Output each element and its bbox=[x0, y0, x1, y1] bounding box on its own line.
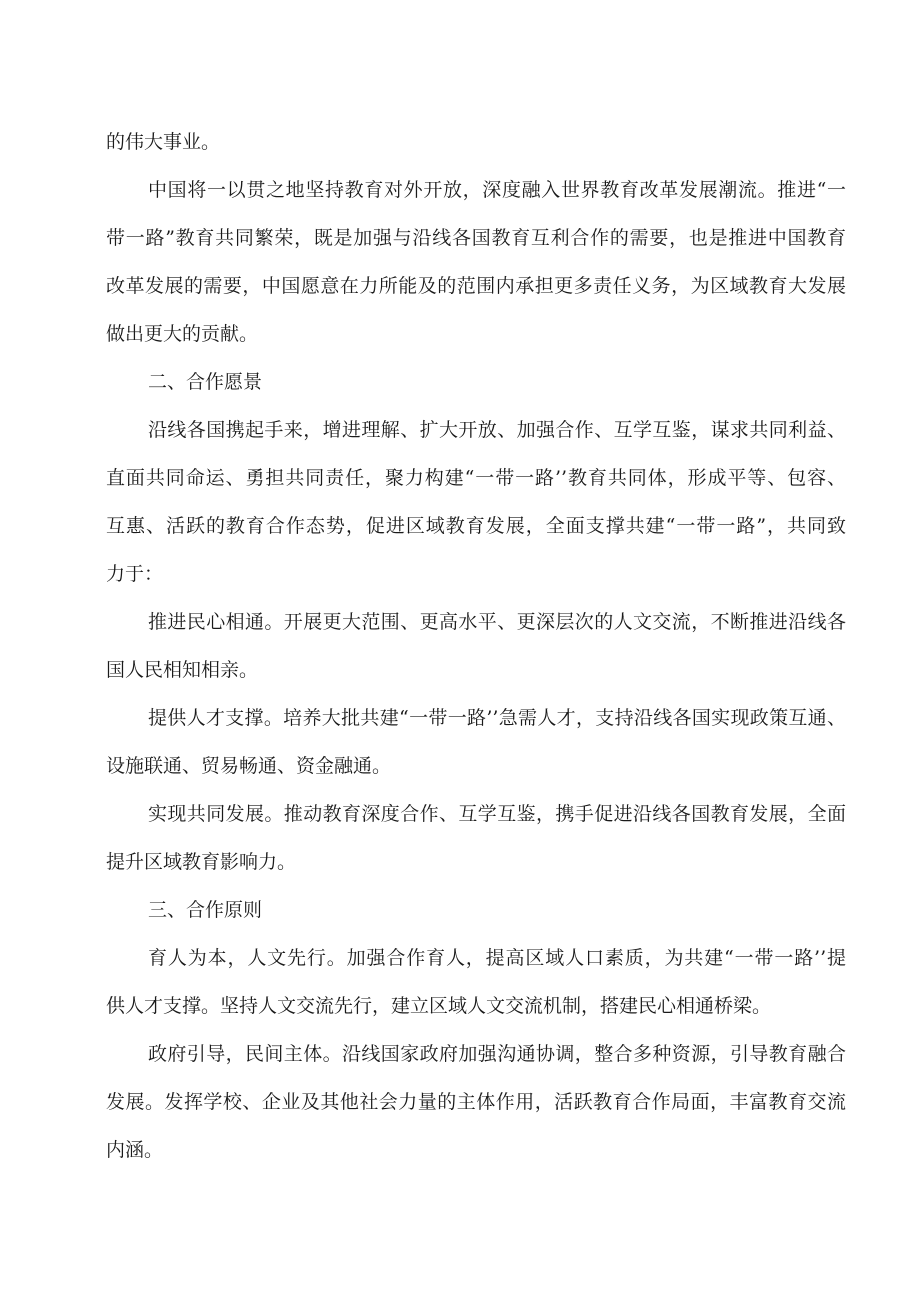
paragraph-line: 做出更大的贡献。 bbox=[106, 323, 259, 345]
paragraph-line: 育人为本，人文先行。加强合作育人，提高区域人口素质，为共建“一带一路’’提 bbox=[148, 947, 846, 969]
paragraph-line: 改革发展的需要，中国愿意在力所能及的范围内承担更多责任义务，为区域教育大发展 bbox=[106, 275, 846, 297]
paragraph-line: 供人才支撑。坚持人文交流先行，建立区域人文交流机制，搭建民心相通桥梁。 bbox=[106, 995, 772, 1017]
paragraph-line: 中国将一以贯之地坚持教育对外开放，深度融入世界教育改革发展潮流。推进“一 bbox=[148, 179, 846, 201]
paragraph-line: 国人民相知相亲。 bbox=[106, 659, 259, 681]
paragraph-line: 实现共同发展。推动教育深度合作、互学互鉴，携手促进沿线各国教育发展，全面 bbox=[148, 803, 846, 825]
section-heading: 三、合作原则 bbox=[148, 899, 263, 921]
paragraph-line: 互惠、活跃的教育合作态势，促进区域教育发展，全面支撑共建“一带一路”，共同致 bbox=[106, 515, 846, 537]
paragraph-line: 沿线各国携起手来，增进理解、扩大开放、加强合作、互学互鉴，谋求共同利益、 bbox=[148, 419, 846, 441]
paragraph-line: 设施联通、贸易畅通、资金融通。 bbox=[106, 755, 392, 777]
paragraph-line: 直面共同命运、勇担共同责任，聚力构建“一带一路’’教育共同体，形成平等、包容、 bbox=[106, 467, 846, 489]
paragraph-line: 内涵。 bbox=[106, 1139, 164, 1161]
paragraph-line: 推进民心相通。开展更大范围、更高水平、更深层次的人文交流，不断推进沿线各 bbox=[148, 611, 846, 633]
paragraph-line: 提升区域教育影响力。 bbox=[106, 851, 297, 873]
paragraph-line: 发展。发挥学校、企业及其他社会力量的主体作用，活跃教育合作局面，丰富教育交流 bbox=[106, 1091, 846, 1113]
paragraph-line: 提供人才支撑。培养大批共建“一带一路’’急需人才，支持沿线各国实现政策互通、 bbox=[148, 707, 846, 729]
paragraph-line: 带一路”教育共同繁荣，既是加强与沿线各国教育互利合作的需要，也是推进中国教育 bbox=[106, 227, 846, 249]
paragraph-line: 力于： bbox=[106, 563, 164, 585]
paragraph-line: 的伟大事业。 bbox=[106, 131, 221, 153]
section-heading: 二、合作愿景 bbox=[148, 371, 263, 393]
paragraph-line: 政府引导，民间主体。沿线国家政府加强沟通协调，整合多种资源，引导教育融合 bbox=[148, 1043, 846, 1065]
